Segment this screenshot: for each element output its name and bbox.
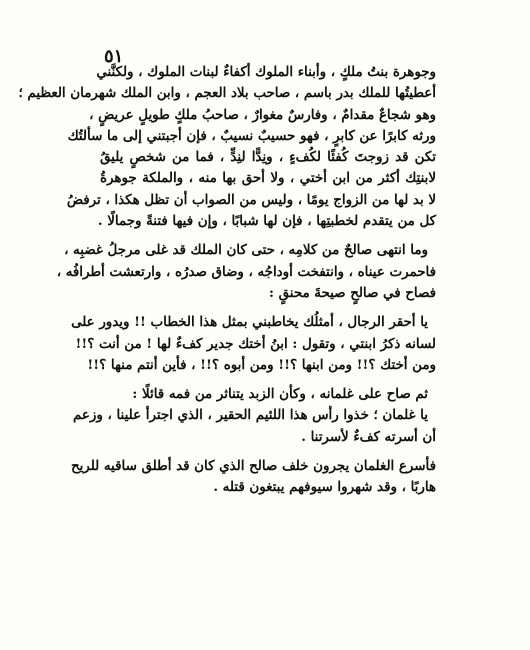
text-line: أعطيتُها للملك بدر باسم ، صاحب بلاد العجم ، وابن الملك شهرمان العظيم ؛ [18,85,436,102]
text-line: لا بد لها من الزواج يومًا ، وليس من الصواب أن تظل هكذا ، ترفضُ [66,191,436,208]
text-line: يا أحقر الرجال ، أمثلُك يخاطبني بمثل هذا الخطاب !! ويدور على [71,314,428,331]
page-number: ٥١ [104,46,124,67]
paragraph-1 [18,62,436,232]
text-line: وما انتهى صالحٌ من كلامِه ، حتى كان الملك قد غلى مرجلُ غضبِه ، [64,242,428,259]
body-text [18,62,436,499]
text-line: وهو شجاعٌ مقدامٌ ، وفارسٌ مغوارٌ ، صاحبُ ملكٍ طويلٍ عريضٍ ، [89,106,436,123]
text-line: فأسرع الغلمان يجرون خلف صالح الذي كان قد أطلق ساقيه للريح [70,458,436,475]
text-line: فاحمرت عيناه ، وانتفخت أوداجُه ، وضاق صدرُه ، وارتعشت أطرافُه ، [56,263,436,280]
text-line: أن أسرته كفءٌ لأسرتنا . [301,428,436,445]
paragraph-5 [70,456,436,499]
text-line: تكن قد زوجتَ كُفئًا لكُفءٍ ، ونِدًّا لنِدٍّ ، فما من شخصٍ يليقُ [100,149,436,166]
text-line: لسانه ذكرُ ابنتي ، وتقول : ابنُ أختك جدير كفءٌ لها ! من أنت ؟!! [75,335,436,352]
text-line: ومن أختك ؟!! ومن ابنها ؟!! ومن أبوه ؟!! ، فأين أنتم منها ؟!! [87,356,436,373]
text-line: ثم صاح على غلمانه ، وكأن الزبد يتناثر من فمه قائلًا : [132,386,428,403]
paragraph-4 [73,384,436,448]
text-line: ورثه كابرًا عن كابرٍ ، فهو حسيبٌ نسيبٌ ، فإن أجبتني إلى ما سألتُك [67,127,436,144]
text-line: يا غلمان ؛ خذوا رأس هذا اللئيم الحقير ، الذي اجترأ علينا ، وزعم [73,407,428,424]
text-line: فصاح في صالحٍ صيحةَ محنقٍ : [269,284,436,301]
text-line: وجوهرة بنتُ ملكٍ ، وأبناء الملوك أكفاءٌ لبنات الملوك ، ولكنَّني [96,64,436,80]
paragraph-3 [71,312,436,376]
text-line: هاربًا ، وقد شهروا سيوفهم يبتغون قتله . [213,479,436,496]
paragraph-2 [56,240,436,304]
text-line: لابنتِك أكثر من ابن أختي ، ولا أحق بها منه ، والملكة جوهرةُ [100,170,436,187]
text-line: كل من يتقدم لخطبتِها ، فإن لها شبابًا ، وإن فيها فتنةً وجمالًا . [97,213,436,230]
